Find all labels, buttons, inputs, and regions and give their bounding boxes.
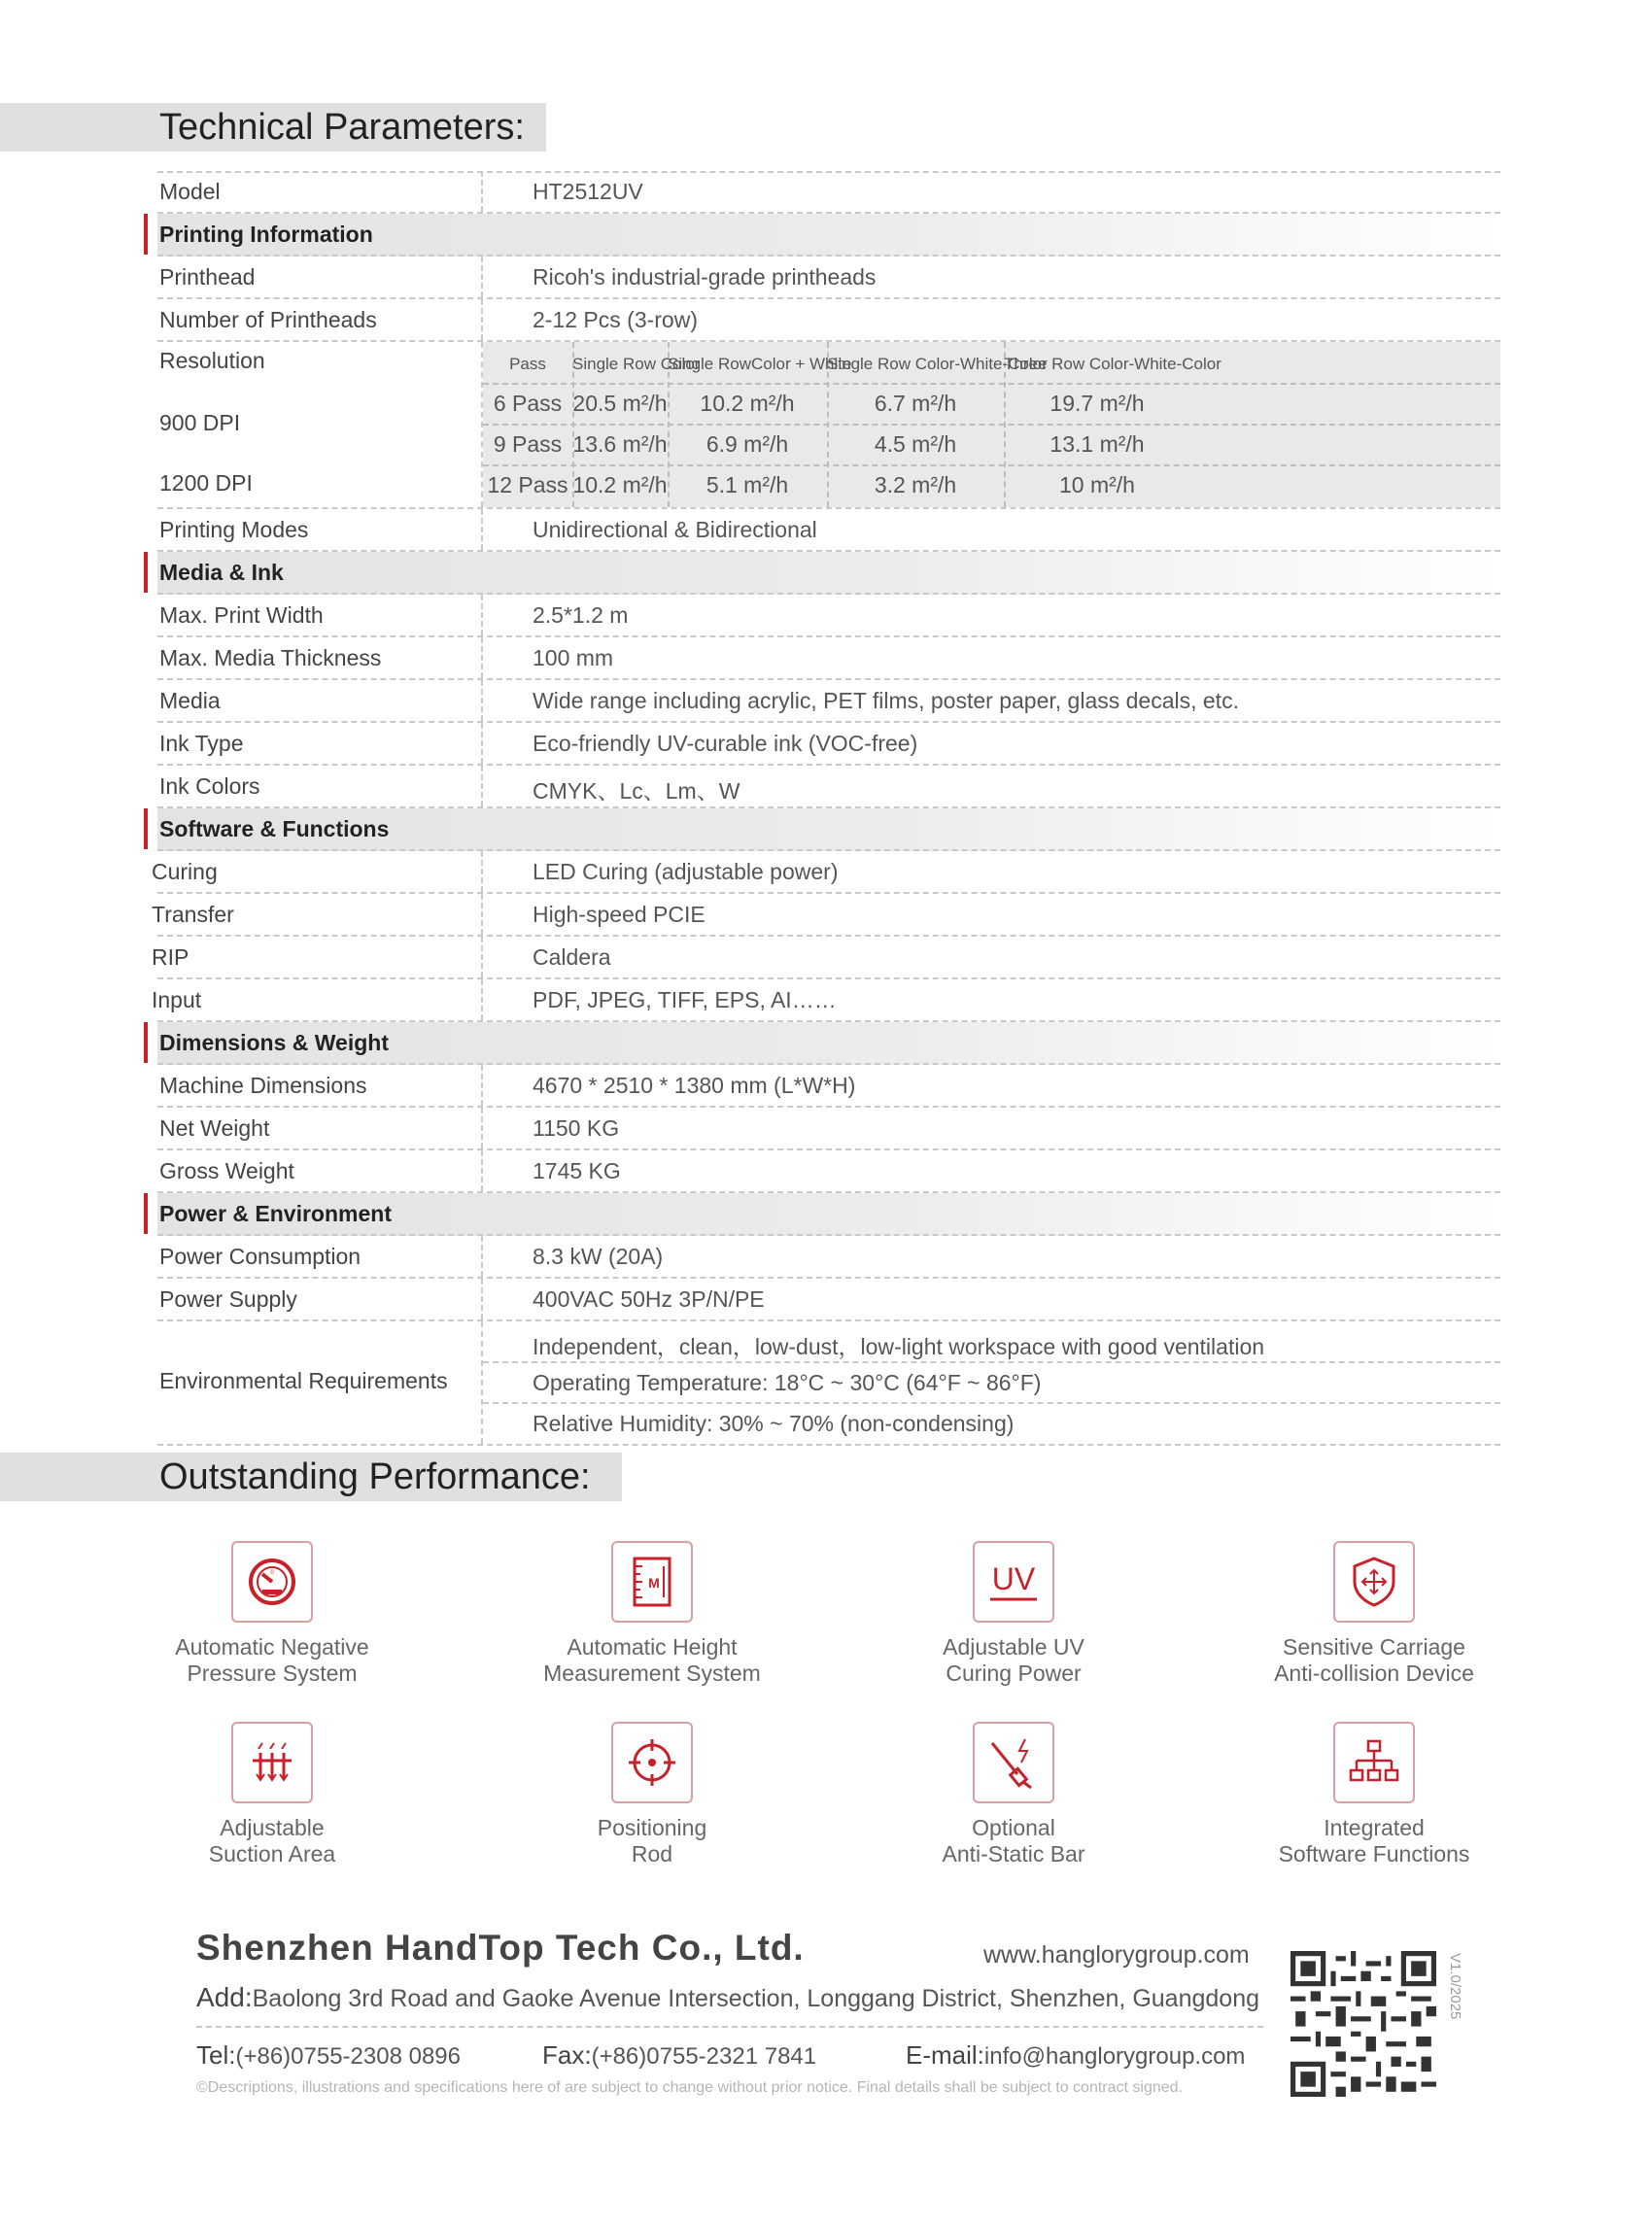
table-cell: 6.9 m²/h <box>706 431 789 457</box>
table-header: Pass <box>509 355 546 373</box>
feature-positioning-rod <box>526 1722 778 1867</box>
qr-code[interactable] <box>1291 1951 1436 2097</box>
table-cell: 6.7 m²/h <box>874 391 957 416</box>
website-link[interactable]: www.hanglorygroup.com <box>983 1941 1250 1969</box>
svg-text:M: M <box>648 1575 660 1591</box>
uv-icon <box>982 1551 1045 1613</box>
shield-icon <box>1343 1551 1405 1613</box>
spec-row-number-of-printheads: Number of Printheads 2-12 Pcs (3-row) <box>157 299 1500 342</box>
outstanding-performance-header <box>0 1453 622 1501</box>
table-cell: 6 Pass <box>493 391 563 416</box>
resolution-block <box>157 342 1500 509</box>
disclaimer: ©Descriptions, illustrations and specifications here of are subject to change without prior notice. Final details shall be subject to contract signed. <box>196 2079 1183 2096</box>
category-software-functions: Software & Functions <box>157 808 1500 851</box>
email[interactable]: E-mail:info@hanglorygroup.com <box>906 2040 1246 2070</box>
table-cell: 10.2 m²/h <box>700 391 795 416</box>
telephone: Tel:(+86)0755-2308 0896 <box>196 2040 461 2070</box>
category-media-ink: Media & Ink <box>157 552 1500 595</box>
feature-caption: Positioning Rod <box>597 1815 707 1866</box>
spec-row-max-media-thickness: Max. Media Thickness 100 mm <box>157 637 1500 680</box>
spec-row-printing-modes: Printing Modes Unidirectional & Bidirectional <box>157 509 1500 552</box>
table-cell: 20.5 m²/h <box>572 391 668 416</box>
table-header: Single Row Color <box>572 355 701 373</box>
anti-static-icon <box>982 1731 1045 1794</box>
resolution-label: Resolution <box>159 348 265 373</box>
spec-row-gross-weight: Gross Weight 1745 KG <box>157 1150 1500 1193</box>
height-measure-icon <box>621 1551 683 1613</box>
section-title: Outstanding Performance: <box>159 1456 591 1497</box>
table-header: Single Row Color-White-Color <box>827 355 1048 373</box>
table-cell: 4.5 m²/h <box>874 431 957 457</box>
feature-caption: Adjustable UV Curing Power <box>943 1634 1084 1686</box>
spec-row-media: Media Wide range including acrylic, PET films, poster paper, glass decals, etc. <box>157 680 1500 723</box>
spec-row-power-consumption: Power Consumption 8.3 kW (20A) <box>157 1236 1500 1279</box>
svg-text:0: 0 <box>270 1570 274 1576</box>
spec-row-max-print-width: Max. Print Width 2.5*1.2 m <box>157 595 1500 637</box>
section-title: Technical Parameters: <box>159 107 525 148</box>
network-icon <box>1343 1731 1405 1794</box>
gauge-icon <box>241 1551 303 1613</box>
feature-suction-area <box>146 1722 398 1867</box>
feature-negative-pressure <box>146 1541 398 1687</box>
feature-anti-collision <box>1248 1541 1500 1687</box>
spec-value: HT2512UV <box>533 179 643 204</box>
table-cell: 5.1 m²/h <box>706 472 789 497</box>
table-cell: 3.2 m²/h <box>874 472 957 497</box>
svg-text:UV: UV <box>991 1561 1036 1596</box>
spec-row-model <box>157 171 1500 214</box>
feature-caption: Sensitive Carriage Anti-collision Device <box>1274 1634 1474 1686</box>
table-header: Three Row Color-White-Color <box>1004 355 1222 373</box>
env-line: Operating Temperature: 18°C ~ 30°C (64°F ~ 86°F) <box>533 1370 1042 1395</box>
company-name: Shenzhen HandTop Tech Co., Ltd. <box>196 1928 805 1968</box>
category-dimensions-weight: Dimensions & Weight <box>157 1022 1500 1065</box>
table-cell: 19.7 m²/h <box>1050 391 1145 416</box>
spec-row-transfer: Transfer High-speed PCIE <box>157 894 1500 937</box>
spec-row-environmental-requirements: Environmental Requirements Independent，clean，low-dust，low-light workspace with good ventilation Operating Temperature: 18°C ~ 30°C (64°F ~ 86°F) Relative Humidity: 30% ~ 70% (non-condensing) <box>157 1321 1500 1446</box>
feature-caption: Optional Anti-Static Bar <box>942 1815 1085 1866</box>
technical-parameters-header <box>0 103 546 152</box>
category-printing-information: Printing Information <box>157 214 1500 257</box>
feature-caption: Automatic Negative Pressure System <box>175 1634 369 1686</box>
spec-row-curing: Curing LED Curing (adjustable power) <box>157 851 1500 894</box>
version-label: V1.0/2025 <box>1447 1953 1463 2020</box>
table-cell: 9 Pass <box>493 431 563 457</box>
feature-caption: Adjustable Suction Area <box>208 1815 336 1866</box>
dpi-900-label: 900 DPI <box>159 410 241 435</box>
address: Add:Baolong 3rd Road and Gaoke Avenue Intersection, Longgang District, Shenzhen, Guangdong <box>196 1982 1259 2012</box>
spec-table <box>152 171 1500 1446</box>
category-power-environment: Power & Environment <box>157 1193 1500 1236</box>
spec-row-ink-colors: Ink Colors CMYK、Lc、Lm、W <box>157 766 1500 808</box>
spec-row-printhead: Printhead Ricoh's industrial-grade printheads <box>157 257 1500 299</box>
dpi-1200-label: 1200 DPI <box>159 470 253 496</box>
spec-row-net-weight: Net Weight 1150 KG <box>157 1108 1500 1150</box>
spec-row-ink-type: Ink Type Eco-friendly UV-curable ink (VOC-free) <box>157 723 1500 766</box>
env-line: Relative Humidity: 30% ~ 70% (non-condensing) <box>533 1411 1015 1436</box>
spec-row-machine-dimensions: Machine Dimensions 4670 * 2510 * 1380 mm (L*W*H) <box>157 1065 1500 1108</box>
suction-icon <box>241 1731 303 1794</box>
table-cell: 13.1 m²/h <box>1050 431 1145 457</box>
fax: Fax:(+86)0755-2321 7841 <box>542 2040 817 2070</box>
spec-row-power-supply: Power Supply 400VAC 50Hz 3P/N/PE <box>157 1279 1500 1321</box>
feature-anti-static-bar <box>887 1722 1140 1867</box>
env-line: Independent，clean，low-dust，low-light workspace with good ventilation <box>533 1334 1265 1359</box>
table-cell: 12 Pass <box>487 472 568 497</box>
spec-row-input: Input PDF, JPEG, TIFF, EPS, AI…… <box>157 979 1500 1022</box>
feature-caption: Automatic Height Measurement System <box>543 1634 761 1686</box>
table-cell: 10 m²/h <box>1059 472 1135 497</box>
table-cell: 10.2 m²/h <box>572 472 668 497</box>
feature-software-functions <box>1248 1722 1500 1867</box>
feature-caption: Integrated Software Functions <box>1278 1815 1470 1866</box>
spec-label: Model <box>159 179 221 204</box>
table-cell: 13.6 m²/h <box>572 431 668 457</box>
footer-divider <box>196 2026 1263 2028</box>
table-header: Single RowColor + White <box>668 355 852 373</box>
crosshair-icon <box>621 1731 683 1794</box>
feature-height-measurement <box>526 1541 778 1687</box>
resolution-table <box>483 342 1500 507</box>
spec-row-rip: RIP Caldera <box>157 937 1500 979</box>
feature-uv-curing <box>887 1541 1140 1687</box>
